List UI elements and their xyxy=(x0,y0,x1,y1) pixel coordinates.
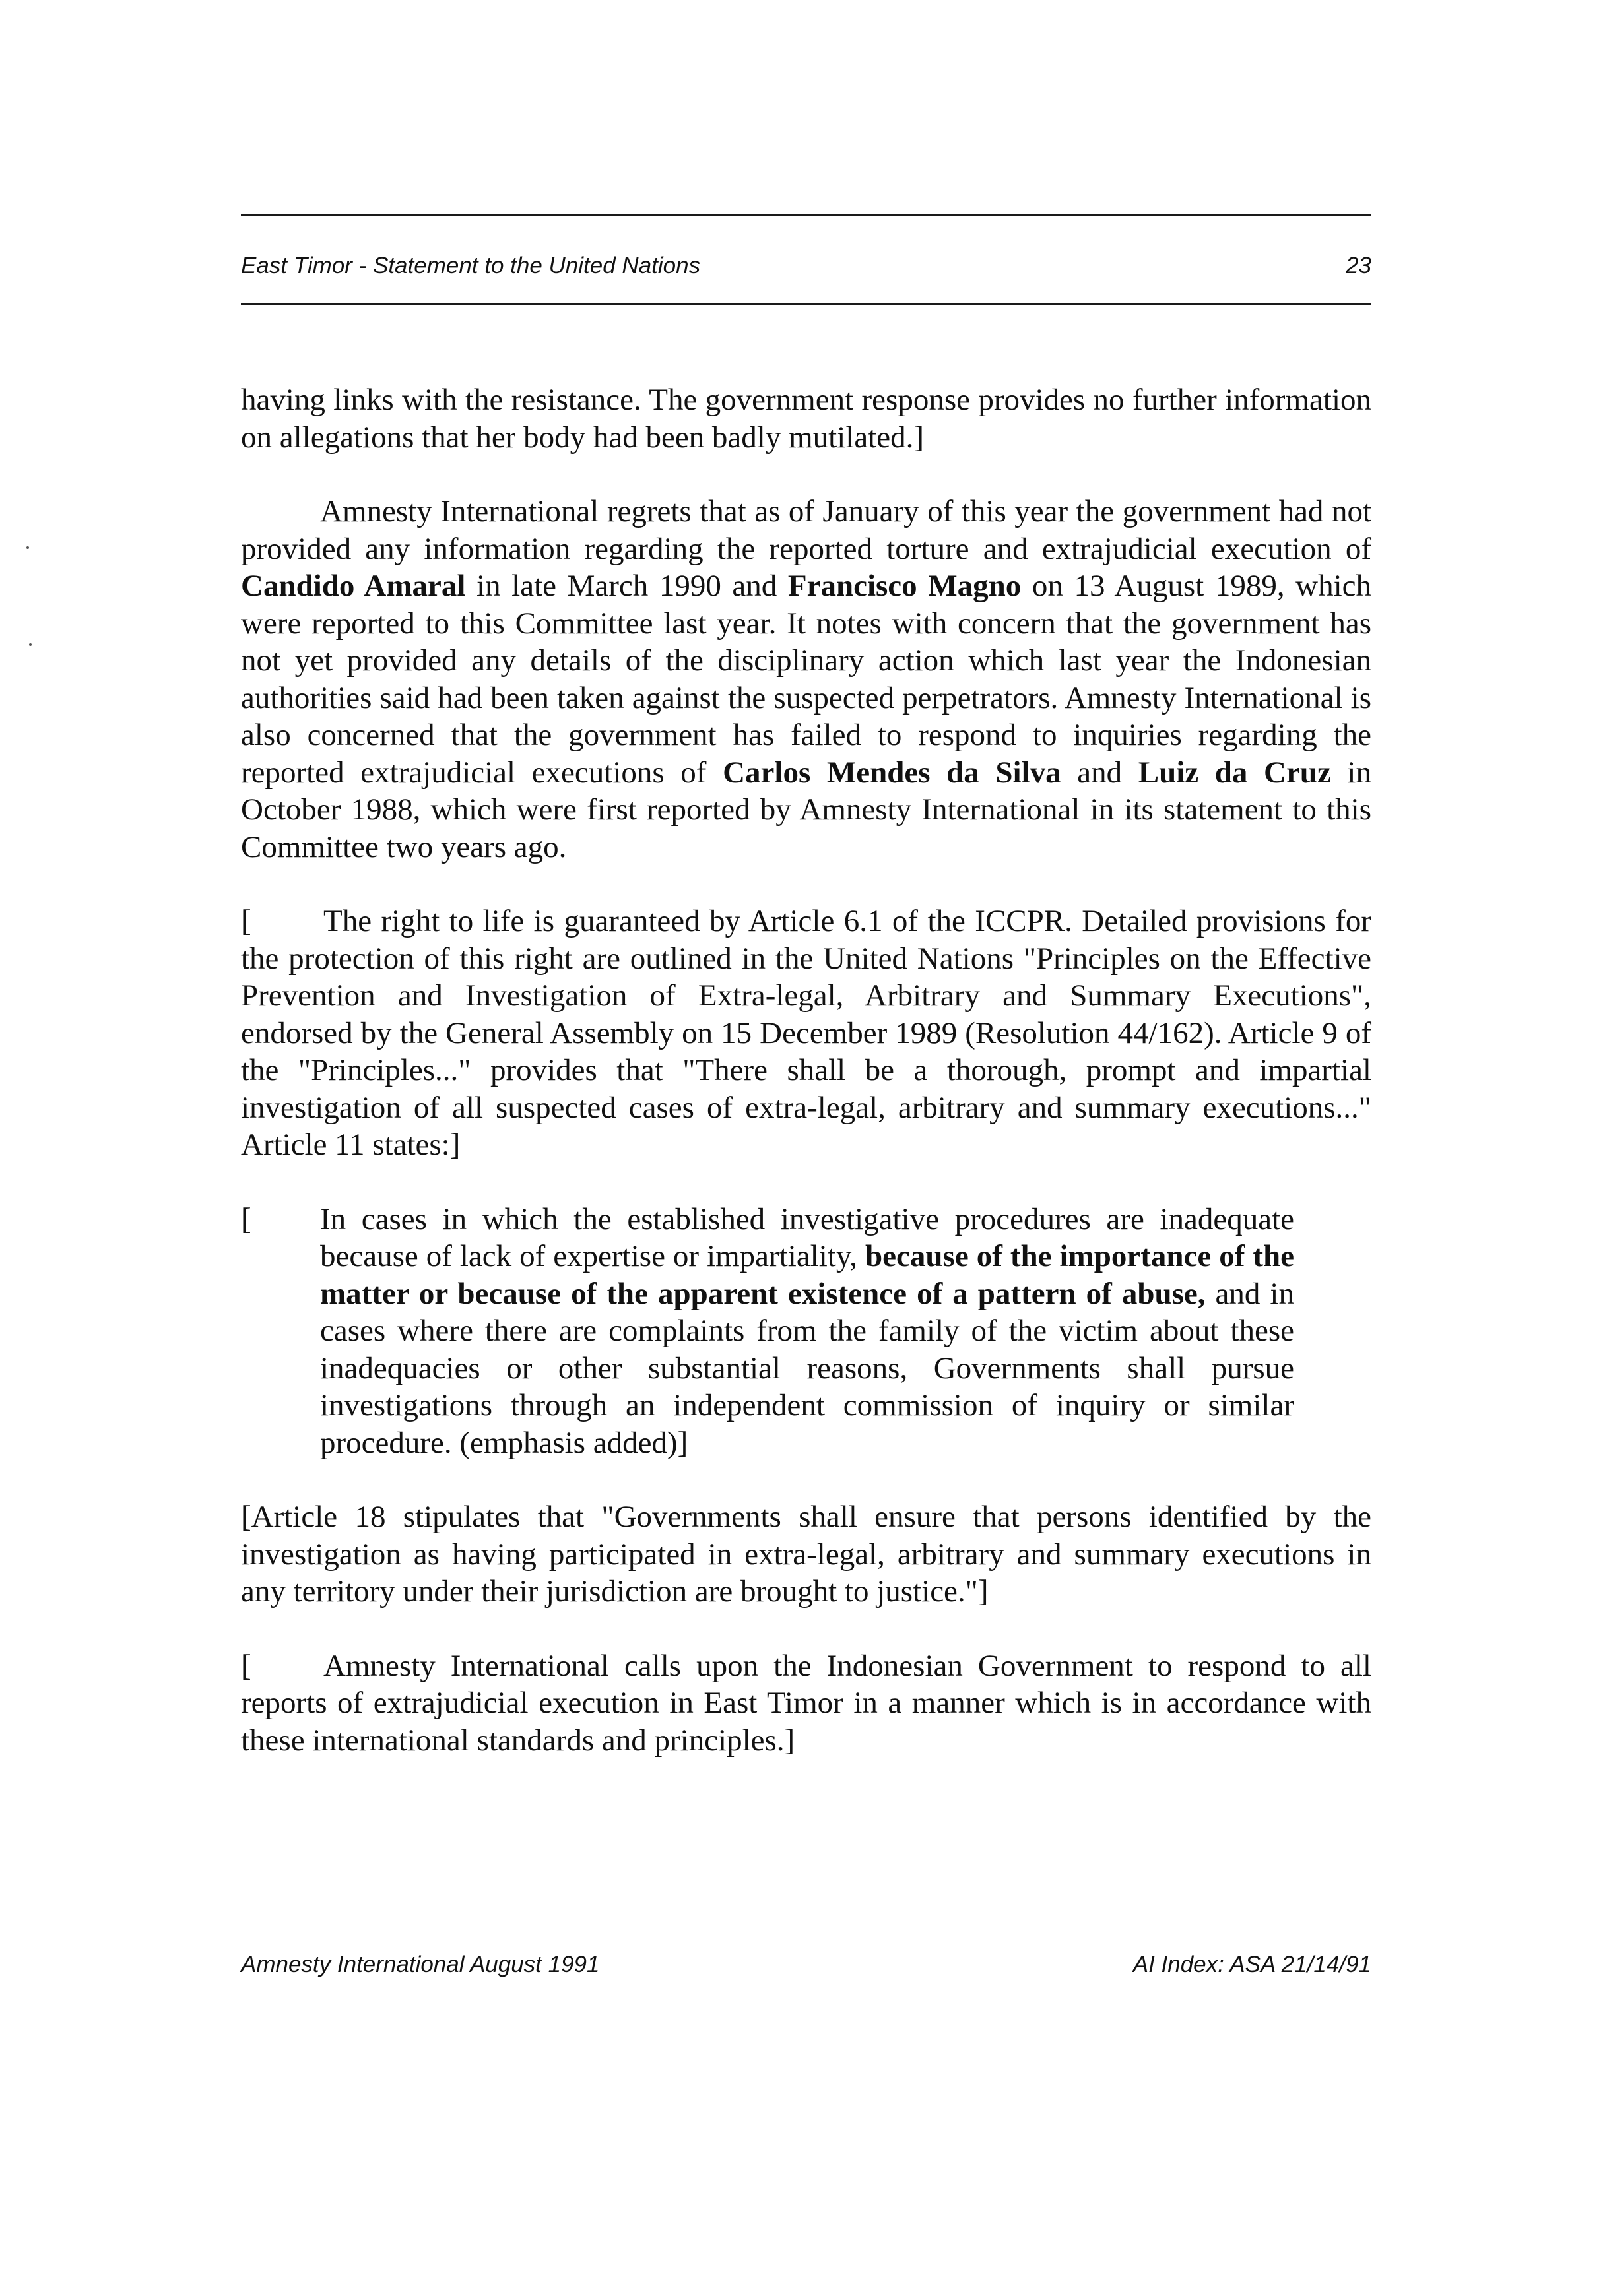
text-run: Amnesty International regrets that as of January of this year the government had not provided any information regarding the reported torture and extrajudicial execution of xyxy=(241,494,1371,566)
name-carlos-mendes-da-silva: Carlos Mendes da Silva xyxy=(723,755,1061,790)
text-run: The right to life is guaranteed by Article 6.1 of the ICCPR. Detailed provisions for the protection of this right are outlined in the United Nations "Principles on the Effective Prevention and Investigation of Extra-legal, Arbitrary and Summary Executions", endorsed by the General Assembly on 15 December 1989 (Resolution 44/162). Article 9 of the "Principles..." provides that "There shall be a thorough, prompt and impartial investigation of all suspected cases of extra-legal, arbitrary and summary executions..." Article 11 states:] xyxy=(241,904,1371,1162)
page-number: 23 xyxy=(1346,253,1371,278)
text-run: on 13 August 1989, which were reported to this Committee last year. It notes with concern that the government has not yet provided any details of the disciplinary action which last year the Indonesian authorities said had been taken against the suspected perpetrators. Amnesty International is also concerned that the government has failed to respond to inquiries regarding the reported extrajudicial executions of xyxy=(241,569,1372,790)
text-run: Amnesty International calls upon the Indonesian Government to respond to all reports of extrajudicial execution in East Timor in a manner which is in accordance with these international standards and principles.] xyxy=(241,1648,1371,1758)
paragraph-regrets xyxy=(241,493,1371,866)
opening-bracket: [ xyxy=(241,904,251,938)
paragraph-article-18: [Article 18 stipulates that "Governments shall ensure that persons identified by the investigation as having participated in extra-legal, arbitrary and summary executions in any territory under their jurisdiction are brought to justice."] xyxy=(241,1500,1371,1609)
name-francisco-magno: Francisco Magno xyxy=(787,569,1022,603)
header-title: East Timor - Statement to the United Nations xyxy=(241,253,701,278)
block-quote-article-11 xyxy=(241,1201,1371,1462)
running-header xyxy=(241,249,1371,282)
name-luiz-da-cruz: Luiz da Cruz xyxy=(1138,755,1331,790)
scan-speck xyxy=(26,546,29,549)
paragraph-calls-upon xyxy=(241,1647,1371,1760)
name-candido-amaral: Candido Amaral xyxy=(241,569,466,603)
header-bottom-rule xyxy=(241,303,1371,305)
text-run: In cases in which the established investigative procedures are inadequate because of lack of expertise or impartiality, xyxy=(320,1201,1294,1273)
footer-ai-index: AI Index: ASA 21/14/91 xyxy=(1132,1952,1371,1977)
emphasis-text: because of the importance of the matter or because of the apparent existence of a pattern of abuse, xyxy=(320,1239,1294,1311)
quote-text xyxy=(320,1201,1294,1462)
header-top-rule xyxy=(241,214,1371,216)
text-run: and xyxy=(1061,755,1138,790)
paragraph-continuation: having links with the resistance. The government response provides no further information on allegations that her body had been badly mutilated.] xyxy=(241,383,1371,455)
footer-publisher-date: Amnesty International August 1991 xyxy=(241,1952,600,1977)
text-run: in late March 1990 and xyxy=(465,569,788,603)
text-run: and in cases where there are complaints from the family of the victim about these inadequacies or other substantial reasons, Governments shall pursue investigations through an independent commission of inquiry or similar procedure. (emphasis added)] xyxy=(320,1276,1294,1460)
body-text xyxy=(241,381,1371,1759)
paragraph-right-to-life xyxy=(241,903,1371,1164)
scan-speck xyxy=(29,643,32,646)
opening-bracket: [ xyxy=(241,1201,251,1236)
running-footer xyxy=(241,1948,1371,1981)
opening-bracket: [ xyxy=(241,1648,251,1683)
text-run: in October 1988, which were first reported by Amnesty International in its statement to this Committee two years ago. xyxy=(241,755,1371,864)
